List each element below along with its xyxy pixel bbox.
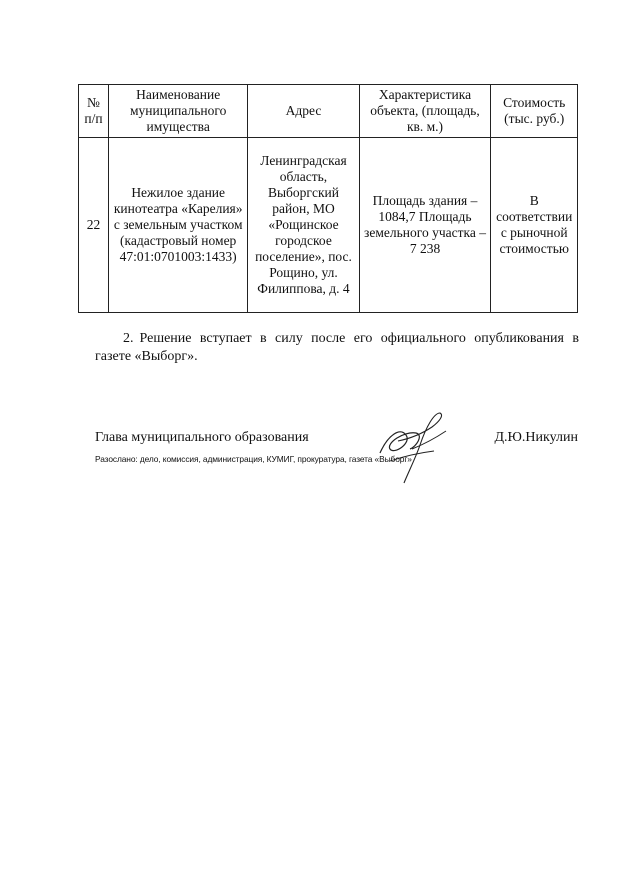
paragraph-text: Решение вступает в силу после его официального опубликования в газете «Выборг». xyxy=(95,331,579,364)
decision-paragraph xyxy=(95,330,579,366)
cell-num: 22 xyxy=(79,138,109,313)
handwritten-signature xyxy=(360,405,480,485)
header-name: Наименование муниципального имущества xyxy=(108,85,247,138)
table-header-row xyxy=(79,85,578,138)
header-characteristics: Характеристика объекта, (площадь, кв. м.) xyxy=(359,85,491,138)
signatory-name: Д.Ю.Никулин xyxy=(494,430,578,445)
table-row xyxy=(79,138,578,313)
cell-name: Нежилое здание кинотеатра «Карелия» с земельным участком (кадастровый номер 47:01:0701003:1433) xyxy=(108,138,247,313)
paragraph-number: 2. xyxy=(123,331,134,346)
cell-cost: В соответствии с рыночной стоимостью xyxy=(491,138,578,313)
header-address: Адрес xyxy=(248,85,359,138)
distribution-list: Разослано: дело, комиссия, администрация, КУМИГ, прокуратура, газета «Выборг» xyxy=(95,454,412,464)
cell-address: Ленинградская область, Выборгский район, МО «Рощинское городское поселение», пос. Рощино, ул. Филиппова, д. 4 xyxy=(248,138,359,313)
cell-characteristics: Площадь здания – 1084,7 Площадь земельного участка – 7 238 xyxy=(359,138,491,313)
header-cost: Стоимость (тыс. руб.) xyxy=(491,85,578,138)
header-num: № п/п xyxy=(79,85,109,138)
signatory-position: Глава муниципального образования xyxy=(95,430,309,445)
property-table xyxy=(78,84,578,313)
